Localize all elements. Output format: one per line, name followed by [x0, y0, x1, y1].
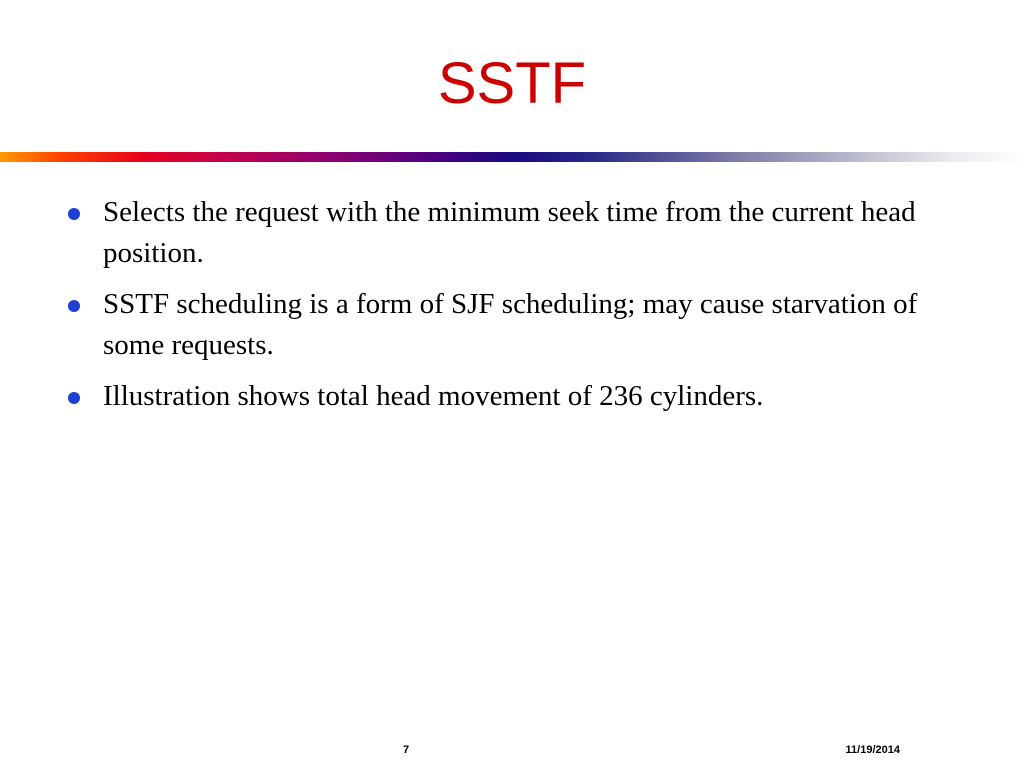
bullet-text: Selects the request with the minimum seek time from the current head position. — [103, 196, 916, 269]
bullet-item — [60, 192, 920, 274]
bullet-item — [60, 376, 920, 417]
bullet-text: Illustration shows total head movement of 236 cylinders. — [103, 380, 764, 412]
bullet-text: SSTF scheduling is a form of SJF scheduling; may cause starvation of some requests. — [103, 288, 918, 361]
footer-date: 11/19/2014 — [845, 744, 900, 756]
slide-title: SSTF — [437, 51, 587, 116]
page-number: 7 — [402, 744, 410, 756]
bullet-icon — [68, 392, 80, 404]
bullet-item — [60, 284, 920, 366]
bullet-icon — [68, 300, 80, 312]
bullet-list — [60, 192, 920, 427]
bullet-icon — [68, 208, 80, 220]
title-divider-gradient-bar — [0, 152, 1024, 162]
